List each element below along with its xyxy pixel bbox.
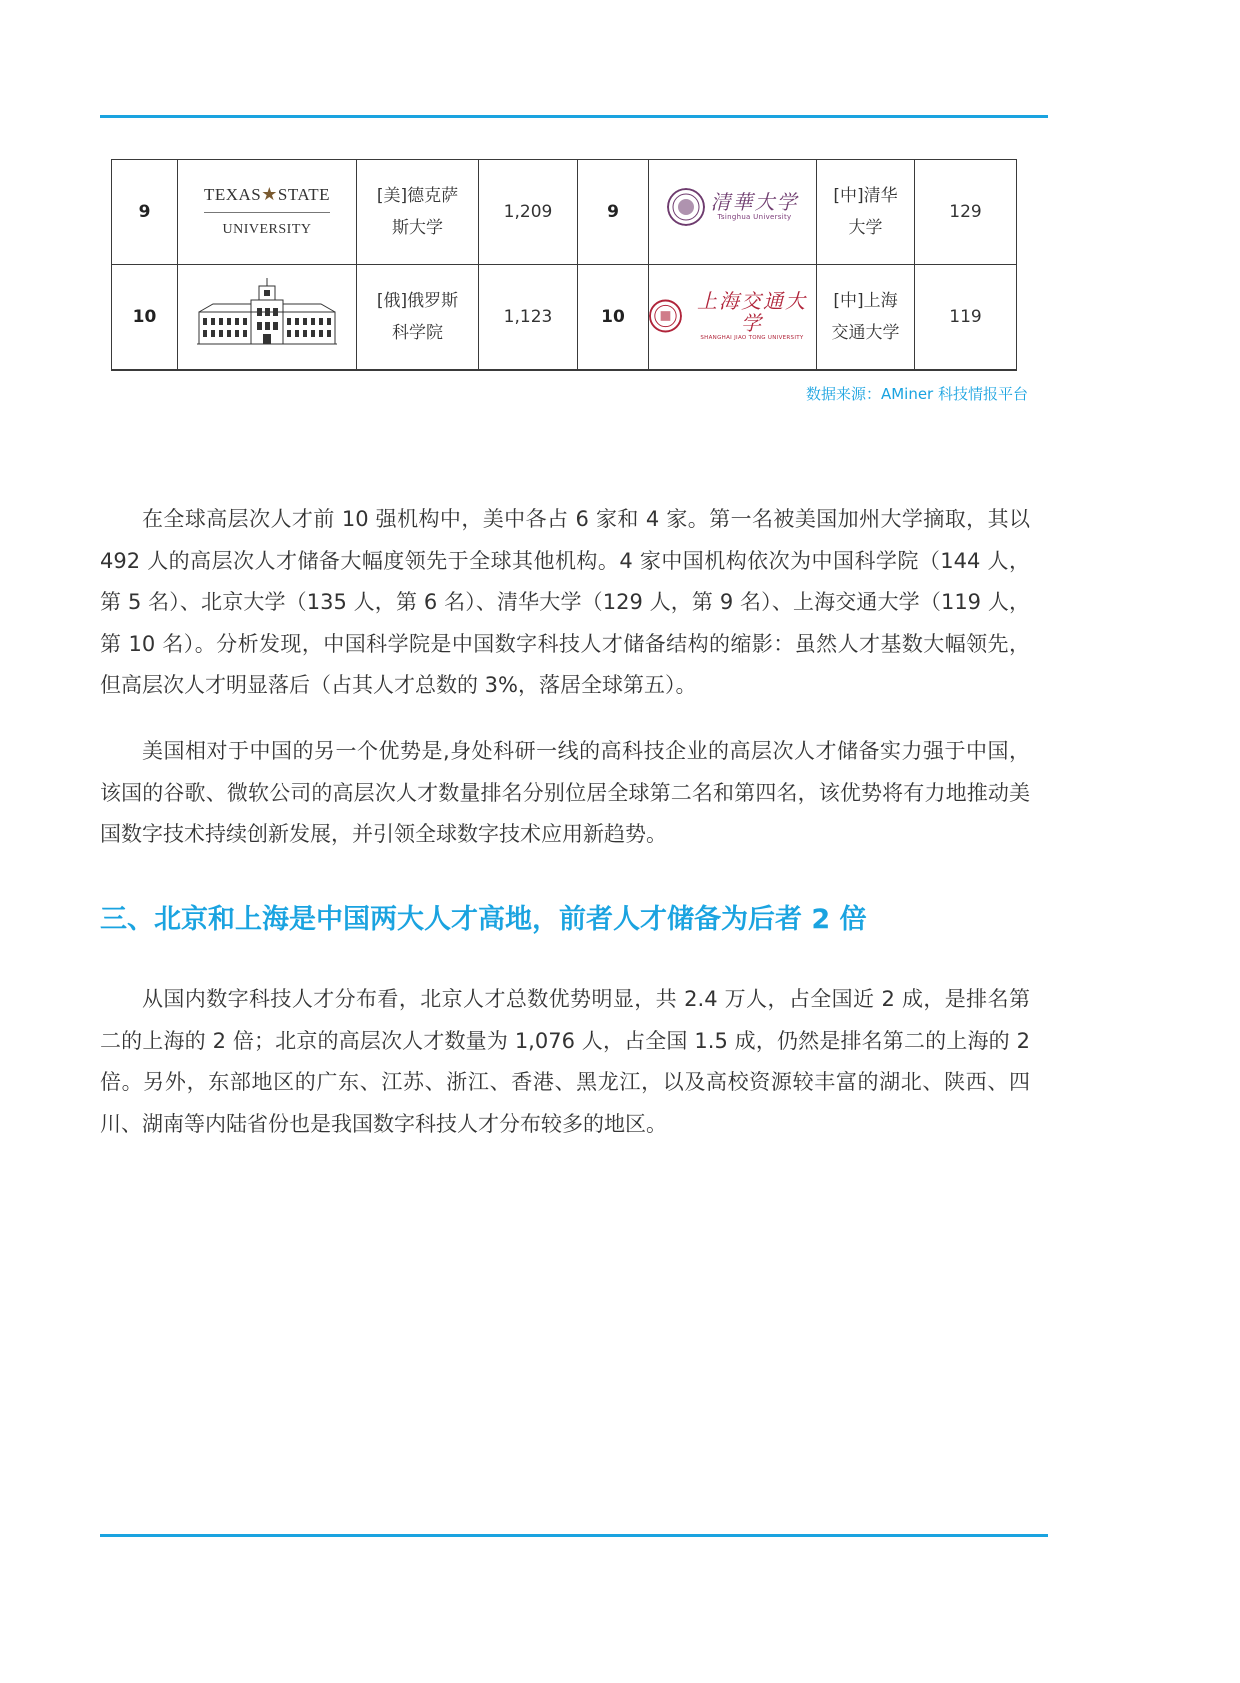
academy-building-icon [193, 276, 341, 348]
section-heading: 三、北京和上海是中国两大人才高地，前者人才储备为后者 2 倍 [100, 904, 867, 935]
paragraph-us-advantage: 美国相对于中国的另一个优势是,身处科研一线的高科技企业的高层次人才储备实力强于中国，该国的谷歌、微软公司的高层次人才数量排名分别位居全球第二名和第四名，该优势将有力地推动美国数字技术持续创新发展，并引领全球数字技术应用新趋势。 [100, 739, 1030, 846]
rank-cell: 10 [578, 265, 649, 371]
logo-cell [178, 160, 357, 265]
logo-cell [178, 265, 357, 371]
logo-cell [649, 265, 817, 371]
tsinghua-logo: 清華大学 Tsinghua University [667, 188, 799, 226]
rank-cell: 9 [112, 160, 178, 265]
ranking-table [111, 159, 1017, 371]
rank-cell: 9 [578, 160, 649, 265]
top-rule [100, 115, 1048, 118]
data-source-note: 数据来源：AMiner 科技情报平台 [805, 385, 1028, 403]
table-row [112, 265, 1017, 371]
institution-name: [中]上海交通大学 [817, 265, 915, 371]
sjtu-logo: 上海交通大学 SHANGHAI JIAO TONG UNIVERSITY [649, 290, 816, 343]
bottom-rule [100, 1534, 1048, 1537]
sjtu-seal-icon [649, 299, 682, 333]
institution-name: [俄]俄罗斯科学院 [357, 265, 479, 371]
count-cell: 1,123 [479, 265, 578, 371]
logo-cell [649, 160, 817, 265]
texas-state-logo: TEXAS★STATE UNIVERSITY [203, 184, 331, 237]
paragraph-domestic-distribution: 从国内数字科技人才分布看，北京人才总数优势明显，共 2.4 万人，占全国近 2 成，是排名第二的上海的 2 倍；北京的高层次人才数量为 1,076 人，占全国 1.5 成，仍然是排名第二的上海的 2 倍。另外，东部地区的广东、江苏、浙江、香港、黑龙江，以及高校资源较丰富的湖北、陕西、四川、湖南等内陆省份也是我国数字科技人才分布较多的地区。 [100, 987, 1030, 1136]
institution-name: [中]清华大学 [817, 160, 915, 265]
count-cell: 119 [915, 265, 1017, 371]
count-cell: 129 [915, 160, 1017, 265]
star-icon: ★ [261, 184, 278, 204]
rank-cell: 10 [112, 265, 178, 371]
institution-name: [美]德克萨斯大学 [357, 160, 479, 265]
tsinghua-seal-icon [667, 188, 705, 226]
table-row [112, 160, 1017, 265]
count-cell: 1,209 [479, 160, 578, 265]
paragraph-top-institutions: 在全球高层次人才前 10 强机构中，美中各占 6 家和 4 家。第一名被美国加州大学摘取，其以 492 人的高层次人才储备大幅度领先于全球其他机构。4 家中国机构依次为中国科学院（144 人，第 5 名）、北京大学（135 人，第 6 名）、清华大学（129 人，第 9 名）、上海交通大学（119 人，第 10 名）。分析发现，中国科学院是中国数字科技人才储备结构的缩影：虽然人才基数大幅领先，但高层次人才明显落后（占其人才总数的 3%，落居全球第五）。 [100, 507, 1030, 697]
